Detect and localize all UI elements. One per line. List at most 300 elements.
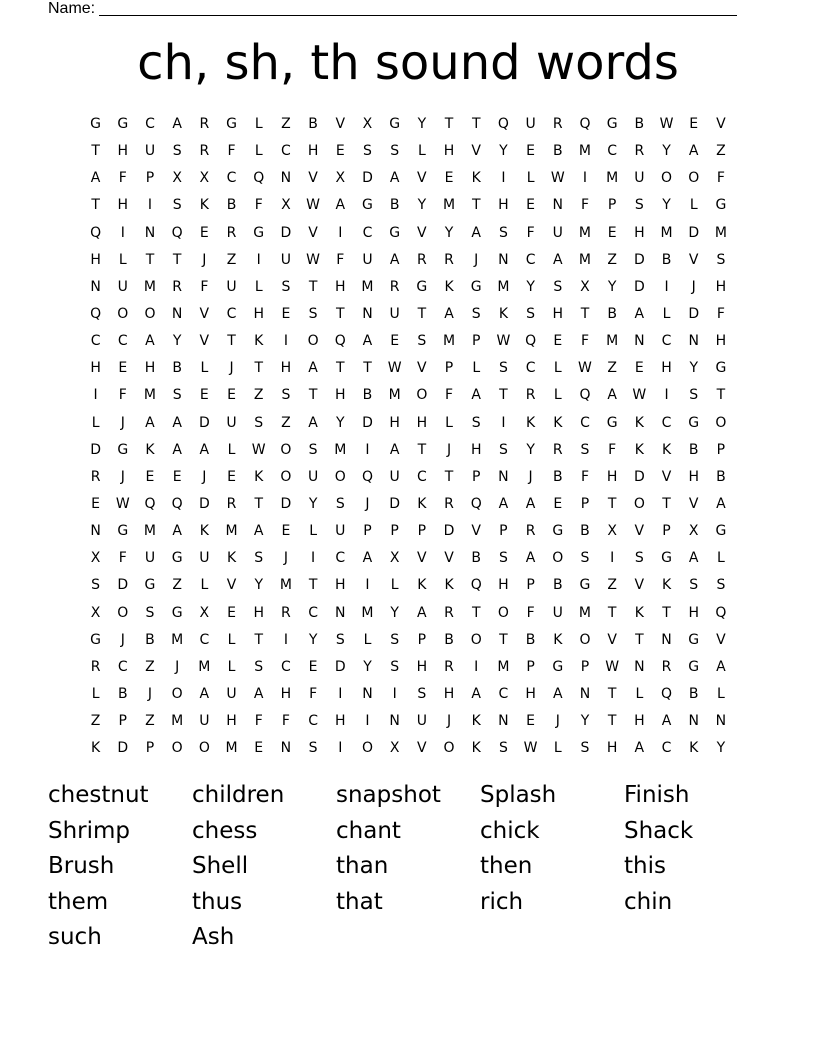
- grid-letter: A: [607, 387, 617, 404]
- grid-letter: O: [470, 631, 482, 648]
- grid-letter: H: [335, 713, 346, 730]
- grid-letter: Y: [172, 333, 182, 350]
- grid-letter: H: [634, 224, 645, 241]
- grid-letter: X: [90, 604, 101, 621]
- grid-letter: A: [172, 414, 182, 431]
- grid-letter: Y: [526, 441, 535, 458]
- grid-letter: Y: [308, 495, 318, 512]
- grid-letter: M: [442, 333, 456, 350]
- grid-letter: R: [444, 604, 454, 621]
- grid-letter: S: [254, 414, 264, 431]
- grid-letter: A: [417, 604, 427, 621]
- grid-letter: S: [498, 550, 508, 567]
- grid-letter: K: [145, 441, 155, 458]
- grid-letter: A: [552, 685, 563, 702]
- grid-letter: L: [553, 360, 562, 377]
- grid-letter: Q: [579, 387, 591, 404]
- grid-letter: R: [226, 495, 237, 512]
- word-list-item: Ash: [192, 924, 235, 950]
- word-list-item: rich: [480, 888, 524, 915]
- grid-letter: I: [365, 713, 370, 730]
- grid-letter: S: [526, 305, 536, 322]
- grid-letter: B: [552, 577, 563, 594]
- grid-letter: G: [470, 278, 482, 295]
- grid-letter: Y: [689, 360, 698, 377]
- page-title: ch, sh, th sound words: [137, 35, 679, 91]
- grid-letter: Z: [226, 251, 237, 268]
- grid-letter: H: [90, 360, 101, 377]
- grid-letter: J: [120, 468, 125, 485]
- grid-letter: X: [389, 740, 400, 757]
- grid-letter: S: [634, 197, 644, 214]
- grid-letter: Q: [661, 685, 673, 702]
- grid-letter: U: [552, 604, 563, 621]
- grid-letter: L: [553, 387, 562, 404]
- grid-letter: N: [90, 523, 101, 540]
- grid-letter: N: [661, 631, 672, 648]
- grid-letter: W: [523, 740, 538, 757]
- grid-letter: O: [361, 740, 373, 757]
- grid-letter: O: [443, 740, 455, 757]
- grid-letter: Y: [662, 143, 671, 160]
- grid-letter: M: [171, 631, 184, 648]
- grid-letter: T: [417, 305, 427, 322]
- grid-letter: B: [525, 631, 536, 648]
- grid-letter: U: [525, 116, 536, 132]
- grid-letter: V: [226, 577, 237, 594]
- grid-letter: H: [117, 197, 129, 214]
- grid-letter: A: [172, 441, 182, 458]
- grid-letter: G: [117, 116, 129, 132]
- word-list-item: Brush: [48, 853, 115, 879]
- grid-letter: T: [91, 197, 100, 214]
- name-field-line: [48, 0, 748, 20]
- grid-letter: Y: [363, 658, 372, 675]
- grid-letter: M: [143, 278, 157, 295]
- grid-letter: B: [117, 685, 128, 702]
- grid-letter: T: [145, 251, 155, 268]
- grid-letter: B: [634, 116, 645, 132]
- grid-letter: C: [226, 305, 237, 322]
- grid-letter: V: [308, 224, 318, 241]
- grid-letter: K: [689, 740, 699, 757]
- grid-letter: I: [283, 333, 288, 350]
- word-list-item: that: [336, 888, 383, 915]
- word-list-item: chick: [480, 817, 540, 844]
- grid-letter: Q: [144, 495, 156, 512]
- grid-letter: N: [280, 740, 292, 757]
- grid-letter: B: [471, 550, 482, 567]
- grid-letter: P: [118, 713, 127, 730]
- grid-letter: X: [199, 604, 210, 621]
- grid-letter: W: [578, 360, 592, 377]
- grid-letter: Q: [171, 495, 183, 512]
- grid-letter: J: [120, 631, 125, 648]
- grid-letter: L: [445, 414, 453, 431]
- grid-letter: R: [444, 251, 454, 268]
- grid-letter: X: [580, 278, 590, 295]
- grid-letter: G: [552, 658, 564, 675]
- grid-letter: F: [526, 224, 535, 241]
- grid-letter: O: [307, 333, 319, 350]
- grid-letter: A: [199, 441, 210, 458]
- grid-letter: G: [144, 577, 156, 594]
- grid-letter: O: [334, 468, 346, 485]
- grid-letter: U: [226, 278, 237, 295]
- grid-letter: H: [498, 577, 509, 594]
- grid-letter: I: [474, 658, 479, 675]
- grid-letter: S: [689, 577, 699, 594]
- grid-letter: H: [226, 713, 237, 730]
- grid-letter: A: [253, 523, 264, 540]
- grid-letter: C: [199, 631, 210, 648]
- grid-letter: J: [202, 251, 207, 268]
- grid-letter: R: [172, 278, 183, 295]
- grid-letter: S: [91, 577, 101, 594]
- grid-letter: H: [144, 360, 156, 377]
- name-label: Name:: [48, 0, 96, 17]
- grid-letter: N: [171, 305, 183, 322]
- grid-letter: G: [688, 658, 700, 675]
- grid-letter: A: [389, 170, 400, 187]
- grid-letter: G: [661, 550, 672, 567]
- grid-letter: I: [283, 631, 288, 648]
- grid-letter: L: [227, 631, 236, 648]
- grid-letter: Z: [253, 387, 264, 404]
- grid-letter: N: [280, 170, 292, 187]
- grid-letter: V: [417, 360, 427, 377]
- grid-letter: U: [634, 170, 645, 187]
- grid-letter: U: [226, 685, 237, 702]
- grid-letter: E: [308, 658, 318, 675]
- letter-grid: [82, 111, 735, 762]
- grid-letter: P: [471, 468, 481, 485]
- grid-letter: P: [580, 495, 590, 512]
- grid-letter: Q: [525, 333, 537, 350]
- grid-letter: J: [474, 251, 479, 268]
- grid-letter: C: [661, 740, 672, 757]
- grid-letter: F: [200, 278, 209, 295]
- grid-letter: A: [308, 414, 318, 431]
- grid-letter: S: [498, 360, 508, 377]
- grid-letter: P: [716, 441, 726, 458]
- grid-letter: C: [525, 360, 536, 377]
- grid-letter: W: [306, 251, 321, 268]
- grid-letter: Z: [607, 360, 617, 377]
- grid-letter: W: [115, 495, 130, 512]
- grid-letter: T: [471, 604, 481, 621]
- grid-letter: O: [198, 740, 210, 757]
- word-list-item: Splash: [480, 782, 557, 808]
- name-underline: [99, 0, 737, 16]
- grid-letter: K: [417, 577, 427, 594]
- grid-letter: G: [606, 414, 618, 431]
- grid-letter: G: [90, 116, 102, 132]
- grid-letter: P: [417, 631, 427, 648]
- grid-letter: B: [362, 387, 373, 404]
- grid-letter: P: [471, 333, 481, 350]
- grid-letter: C: [308, 604, 318, 621]
- grid-letter: A: [661, 713, 672, 730]
- grid-letter: L: [200, 577, 209, 594]
- grid-letter: B: [552, 143, 563, 160]
- grid-letter: L: [200, 360, 209, 377]
- grid-letter: T: [580, 305, 590, 322]
- grid-letter: Z: [145, 658, 155, 675]
- grid-letter: Z: [607, 251, 617, 268]
- grid-letter: V: [634, 577, 645, 594]
- grid-letter: W: [550, 170, 565, 187]
- grid-letter: S: [553, 278, 563, 295]
- grid-letter: F: [580, 333, 589, 350]
- grid-letter: S: [498, 740, 508, 757]
- grid-letter: W: [605, 658, 620, 675]
- grid-letter: Q: [470, 495, 482, 512]
- grid-letter: P: [526, 577, 535, 594]
- grid-letter: F: [445, 387, 454, 404]
- grid-letter: H: [606, 740, 618, 757]
- grid-letter: S: [417, 333, 427, 350]
- grid-letter: G: [171, 604, 183, 621]
- grid-letter: B: [607, 305, 617, 322]
- grid-letter: T: [662, 604, 671, 621]
- grid-letter: U: [307, 468, 319, 485]
- grid-letter: K: [444, 278, 454, 295]
- grid-letter: V: [199, 305, 210, 322]
- grid-letter: L: [91, 685, 100, 702]
- grid-letter: A: [716, 658, 726, 675]
- word-list-item: chestnut: [48, 782, 149, 808]
- grid-letter: S: [308, 441, 318, 458]
- grid-letter: A: [172, 523, 182, 540]
- grid-letter: G: [606, 116, 618, 132]
- grid-letter: L: [254, 116, 263, 132]
- grid-letter: T: [363, 360, 372, 377]
- grid-letter: K: [254, 468, 264, 485]
- grid-letter: Y: [417, 116, 427, 132]
- grid-letter: V: [716, 631, 726, 648]
- grid-letter: L: [526, 170, 535, 187]
- grid-letter: T: [716, 387, 726, 404]
- grid-letter: I: [120, 224, 125, 241]
- grid-letter: E: [199, 387, 209, 404]
- grid-letter: G: [715, 360, 727, 377]
- grid-letter: A: [90, 170, 101, 187]
- grid-letter: P: [499, 523, 508, 540]
- grid-letter: Y: [444, 224, 454, 241]
- grid-letter: M: [388, 387, 401, 404]
- grid-letter: G: [171, 550, 183, 567]
- grid-letter: K: [199, 523, 209, 540]
- grid-letter: H: [416, 658, 428, 675]
- grid-letter: X: [362, 116, 373, 132]
- grid-letter: V: [199, 333, 210, 350]
- grid-letter: L: [717, 550, 725, 567]
- grid-letter: O: [280, 468, 292, 485]
- grid-letter: M: [171, 713, 184, 730]
- grid-letter: O: [497, 604, 509, 621]
- grid-letter: T: [308, 278, 318, 295]
- grid-letter: N: [335, 604, 346, 621]
- grid-letter: J: [446, 713, 452, 730]
- grid-letter: K: [553, 631, 563, 648]
- grid-letter: U: [552, 224, 563, 241]
- grid-letter: S: [390, 143, 400, 160]
- grid-letter: M: [198, 658, 211, 675]
- word-list-item: Shrimp: [48, 817, 131, 844]
- grid-letter: B: [226, 197, 237, 214]
- grid-letter: I: [501, 170, 506, 187]
- grid-letter: C: [117, 333, 128, 350]
- grid-letter: M: [361, 604, 374, 621]
- grid-letter: Y: [526, 278, 535, 295]
- grid-letter: O: [144, 305, 156, 322]
- grid-letter: H: [335, 278, 346, 295]
- grid-letter: J: [175, 658, 180, 675]
- grid-letter: B: [389, 197, 400, 214]
- grid-letter: T: [607, 495, 617, 512]
- grid-letter: V: [417, 224, 427, 241]
- grid-letter: C: [498, 685, 509, 702]
- grid-letter: S: [335, 495, 345, 512]
- word-list-item: chant: [336, 817, 401, 844]
- grid-letter: I: [256, 251, 261, 268]
- grid-letter: R: [90, 468, 101, 485]
- grid-letter: H: [253, 305, 264, 322]
- grid-letter: N: [634, 333, 645, 350]
- grid-letter: X: [607, 523, 617, 540]
- grid-letter: F: [254, 713, 263, 730]
- grid-letter: U: [416, 713, 427, 730]
- grid-letter: I: [664, 278, 669, 295]
- grid-letter: R: [199, 143, 210, 160]
- grid-letter: E: [227, 468, 236, 485]
- grid-letter: F: [118, 170, 127, 187]
- grid-letter: I: [338, 685, 343, 702]
- grid-letter: T: [308, 387, 318, 404]
- word-list-item: this: [624, 853, 666, 879]
- grid-letter: J: [202, 468, 207, 485]
- grid-letter: T: [254, 631, 263, 648]
- grid-letter: U: [199, 550, 210, 567]
- grid-letter: L: [227, 441, 236, 458]
- grid-letter: F: [309, 685, 318, 702]
- grid-letter: D: [633, 278, 645, 295]
- grid-letter: T: [172, 251, 182, 268]
- grid-letter: S: [498, 224, 508, 241]
- grid-letter: P: [390, 523, 399, 540]
- grid-letter: S: [689, 387, 699, 404]
- grid-letter: Z: [145, 713, 155, 730]
- grid-letter: R: [661, 658, 672, 675]
- grid-letter: S: [281, 278, 291, 295]
- grid-letter: A: [716, 495, 726, 512]
- grid-letter: O: [171, 740, 183, 757]
- grid-letter: Q: [253, 170, 265, 187]
- grid-letter: W: [306, 197, 321, 214]
- grid-letter: Y: [662, 197, 671, 214]
- grid-letter: Z: [281, 414, 291, 431]
- grid-letter: G: [552, 523, 564, 540]
- grid-letter: E: [281, 305, 291, 322]
- grid-letter: Z: [281, 116, 291, 132]
- grid-letter: B: [308, 116, 318, 132]
- grid-letter: E: [227, 604, 236, 621]
- grid-letter: K: [471, 740, 481, 757]
- grid-letter: E: [281, 523, 291, 540]
- grid-letter: D: [198, 414, 210, 431]
- grid-letter: R: [389, 278, 400, 295]
- grid-letter: S: [281, 387, 291, 404]
- grid-letter: N: [498, 713, 509, 730]
- grid-letter: Q: [470, 577, 482, 594]
- word-list-item: Shell: [192, 853, 249, 879]
- grid-letter: M: [578, 224, 592, 241]
- grid-letter: P: [444, 360, 454, 377]
- grid-letter: I: [147, 197, 153, 214]
- grid-letter: D: [389, 495, 401, 512]
- grid-letter: O: [579, 631, 591, 648]
- grid-letter: S: [308, 740, 318, 757]
- grid-letter: R: [525, 387, 536, 404]
- grid-letter: N: [90, 278, 101, 295]
- grid-letter: D: [280, 224, 292, 241]
- word-list-item: children: [192, 782, 285, 808]
- grid-letter: T: [336, 305, 345, 322]
- grid-letter: P: [580, 658, 590, 675]
- grid-letter: K: [471, 170, 481, 187]
- grid-letter: O: [117, 305, 129, 322]
- grid-letter: S: [308, 305, 318, 322]
- grid-letter: M: [225, 740, 238, 757]
- grid-letter: A: [525, 495, 536, 512]
- grid-letter: O: [633, 495, 645, 512]
- grid-letter: H: [715, 333, 727, 350]
- grid-letter: K: [634, 414, 644, 431]
- grid-letter: C: [90, 333, 101, 350]
- grid-letter: M: [225, 523, 238, 540]
- grid-letter: D: [443, 523, 455, 540]
- grid-letter: A: [552, 251, 563, 268]
- grid-letter: M: [660, 224, 673, 241]
- grid-letter: F: [580, 197, 589, 214]
- grid-letter: S: [172, 387, 182, 404]
- grid-letter: H: [688, 468, 699, 485]
- grid-letter: S: [580, 441, 590, 458]
- grid-letter: R: [199, 116, 210, 132]
- grid-letter: P: [607, 197, 617, 214]
- grid-letter: U: [335, 523, 346, 540]
- grid-letter: C: [661, 414, 672, 431]
- grid-letter: H: [715, 278, 727, 295]
- grid-letter: T: [444, 116, 454, 132]
- grid-letter: O: [552, 550, 564, 567]
- grid-letter: E: [335, 143, 345, 160]
- grid-letter: G: [362, 197, 373, 214]
- grid-letter: T: [471, 116, 481, 132]
- grid-letter: C: [117, 658, 128, 675]
- grid-letter: V: [716, 116, 726, 132]
- grid-letter: S: [471, 305, 481, 322]
- word-list-item: then: [480, 853, 533, 879]
- grid-letter: K: [526, 414, 536, 431]
- grid-letter: M: [497, 658, 510, 675]
- grid-letter: F: [580, 468, 589, 485]
- grid-letter: F: [336, 251, 345, 268]
- grid-letter: R: [226, 224, 237, 241]
- grid-letter: R: [444, 658, 454, 675]
- grid-letter: G: [389, 116, 401, 132]
